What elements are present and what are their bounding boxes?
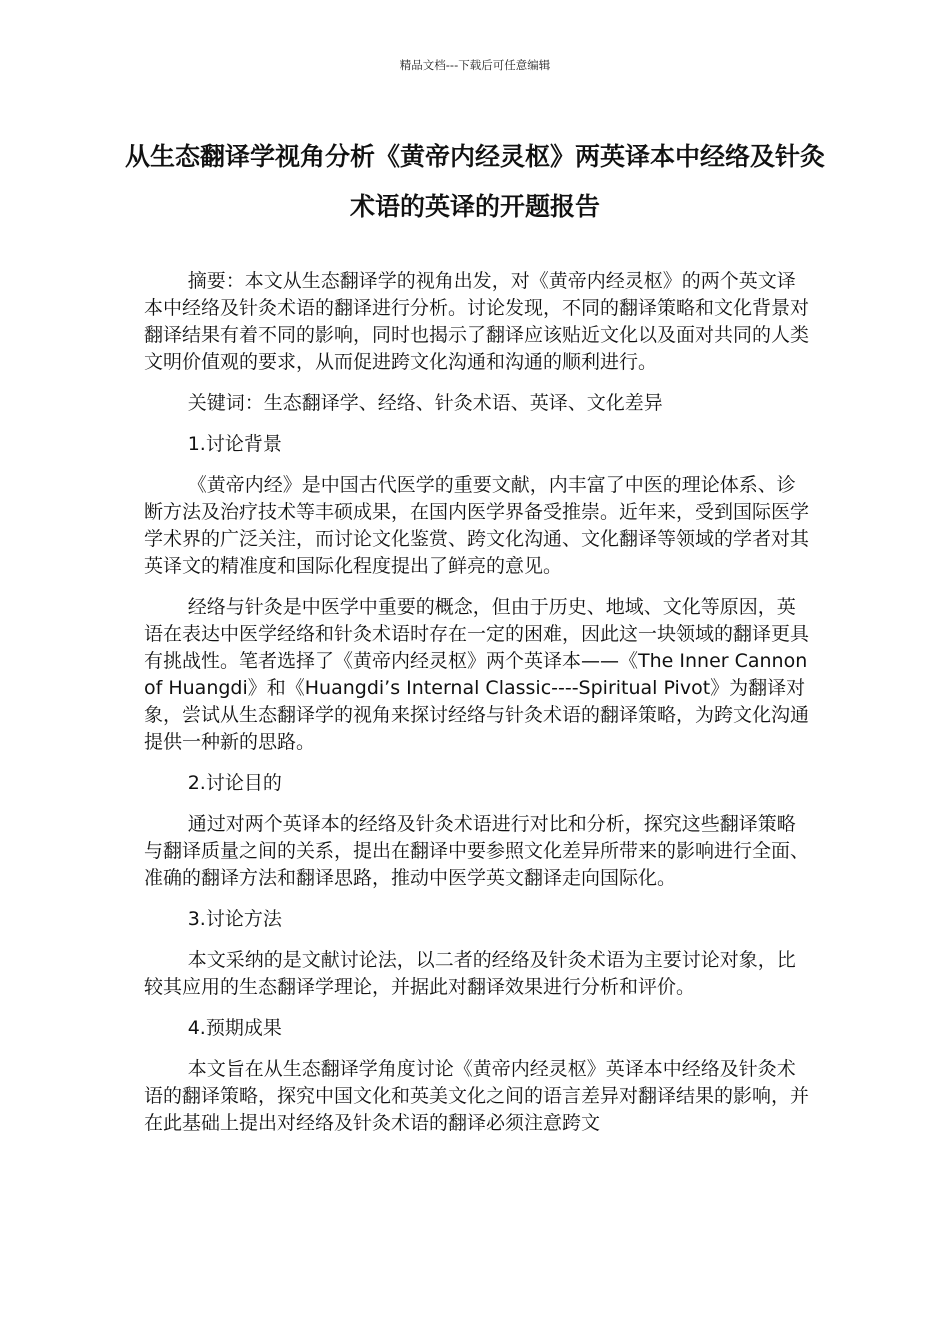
document-title: 从生态翻译学视角分析《黄帝内经灵枢》两英译本中经络及针灸术语的英译的开题报告 [124,142,825,221]
section-heading-purpose: 2.讨论目的 [187,772,282,794]
section-heading-method: 3.讨论方法 [187,908,282,930]
background-paragraph-1: 《黄帝内经》是中国古代医学的重要文献，内丰富了中医的理论体系、诊断方法及治疗技术等丰硕成果，在国内医学界备受推崇。近年来，受到国际医学学术界的广泛关注，而讨论文化鉴赏、跨文化沟通、文化翻译等领域的学者对其英译文的精准度和国际化程度提出了鲜亮的意见。 [144,474,810,577]
background-paragraph-2: 经络与针灸是中医学中重要的概念，但由于历史、地域、文化等原因，英语在表达中医学经络和针灸术语时存在一定的困难，因此这一块领域的翻译更具有挑战性。笔者选择了《黄帝内经灵枢》两个英译本——《The Inner Cannon of Huangdi》和《Huangdi’s Internal Classic----Spiritual Pivot》为翻译对象，尝试从生态翻译学的视角来探讨经络与针灸术语的翻译策略，为跨文化沟通提供一种新的思路。 [144,596,810,753]
document-body [144,268,809,1151]
section-heading-background: 1.讨论背景 [187,433,282,455]
method-paragraph: 本文采纳的是文献讨论法，以二者的经络及针灸术语为主要讨论对象，比较其应用的生态翻译学理论，并据此对翻译效果进行分析和评价。 [144,949,796,998]
keywords-paragraph: 关键词：生态翻译学、经络、针灸术语、英译、文化差异 [187,392,663,414]
expected-results-paragraph: 本文旨在从生态翻译学角度讨论《黄帝内经灵枢》英译本中经络及针灸术语的翻译策略，探究中国文化和英美文化之间的语言差异对翻译结果的影响，并在此基础上提出对经络及针灸术语的翻译必须注意跨文 [144,1058,810,1134]
section-heading-expected-results: 4.预期成果 [187,1017,282,1039]
abstract-paragraph: 摘要：本文从生态翻译学的视角出发，对《黄帝内经灵枢》的两个英文译本中经络及针灸术语的翻译进行分析。讨论发现，不同的翻译策略和文化背景对翻译结果有着不同的影响，同时也揭示了翻译应该贴近文化以及面对共同的人类文明价值观的要求，从而促进跨文化沟通和沟通的顺利进行。 [144,270,810,373]
purpose-paragraph: 通过对两个英译本的经络及针灸术语进行对比和分析，探究这些翻译策略与翻译质量之间的关系，提出在翻译中要参照文化差异所带来的影响进行全面、准确的翻译方法和翻译思路，推动中医学英文翻译走向国际化。 [144,813,810,889]
page-header-note: 精品文档---下载后可任意编辑 [399,58,551,72]
